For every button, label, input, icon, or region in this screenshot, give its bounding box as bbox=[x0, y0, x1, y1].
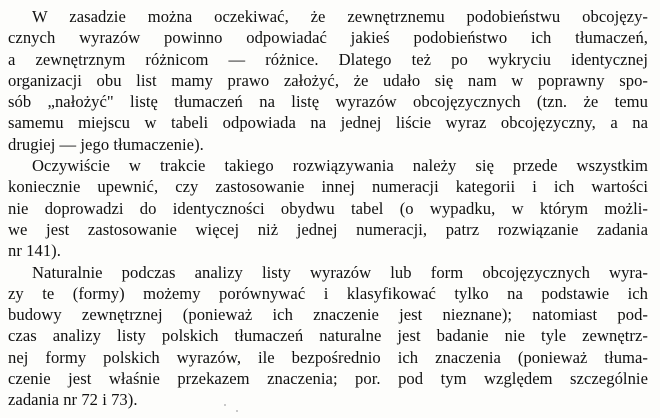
paragraph-line: samemu miejscu w tabeli odpowiada na jednej liście wyraz obcojęzyczny, a na bbox=[8, 113, 648, 133]
scan-speck bbox=[224, 404, 226, 406]
paragraph-2 bbox=[8, 155, 648, 261]
body-text bbox=[8, 6, 648, 411]
paragraph-line: a zewnętrznym różnicom — różnice. Dlatego też po wykryciu identycznej bbox=[8, 49, 648, 69]
paragraph-line: zy te (formy) możemy porównywać i klasyfikować tylko na podstawie ich bbox=[8, 283, 648, 303]
paragraph-line: czas analizy listy polskich tłumaczeń naturalne jest badanie nie tyle zewnętrz- bbox=[8, 326, 648, 346]
paragraph-line: cznych wyrazów powinno odpowiadać jakieś podobieństwo ich tłumaczeń, bbox=[8, 28, 648, 48]
scan-speck bbox=[236, 410, 238, 412]
paragraph-line: Naturalnie podczas analizy listy wyrazów lub form obcojęzycznych wyra- bbox=[32, 262, 648, 282]
paragraph-line: organizacji obu list mamy prawo założyć, że udało się nam w poprawny spo- bbox=[8, 70, 648, 90]
paragraph-line: drugiej — jego tłumaczenie). bbox=[8, 134, 204, 154]
paragraph-line: nr 141). bbox=[8, 241, 61, 261]
paragraph-1 bbox=[8, 6, 648, 155]
paragraph-line: W zasadzie można oczekiwać, że zewnętrznemu podobieństwu obcojęzy- bbox=[32, 7, 648, 26]
paragraph-line: nej formy polskich wyrazów, ile bezpośrednio ich znaczenia (ponieważ tłuma- bbox=[8, 347, 648, 367]
paragraph-line: czenie jest właśnie przekazem znaczenia; por. pod tym względem szczególnie bbox=[8, 369, 648, 389]
paragraph-line: zadania nr 72 i 73). bbox=[8, 390, 138, 410]
paragraph-line: we jest zastosowanie więcej niż jednej numeracji, patrz rozwiązanie zadania bbox=[8, 219, 648, 239]
paragraph-line: nie doprowadzi do identyczności obydwu tabel (o wypadku, w którym możli- bbox=[8, 198, 648, 218]
paragraph-3 bbox=[8, 262, 648, 411]
paragraph-line: budowy zewnętrznej (ponieważ ich znaczenie jest nieznane); natomiast pod- bbox=[8, 305, 648, 325]
paragraph-line: Oczywiście w trakcie takiego rozwiązywania należy się przede wszystkim bbox=[32, 156, 648, 176]
paragraph-line: koniecznie upewnić, czy zastosowanie innej numeracji kategorii i ich wartości bbox=[8, 177, 648, 197]
paragraph-line: sób „nałożyć" listę tłumaczeń na listę wyrazów obcojęzycznych (tzn. że temu bbox=[8, 92, 648, 112]
